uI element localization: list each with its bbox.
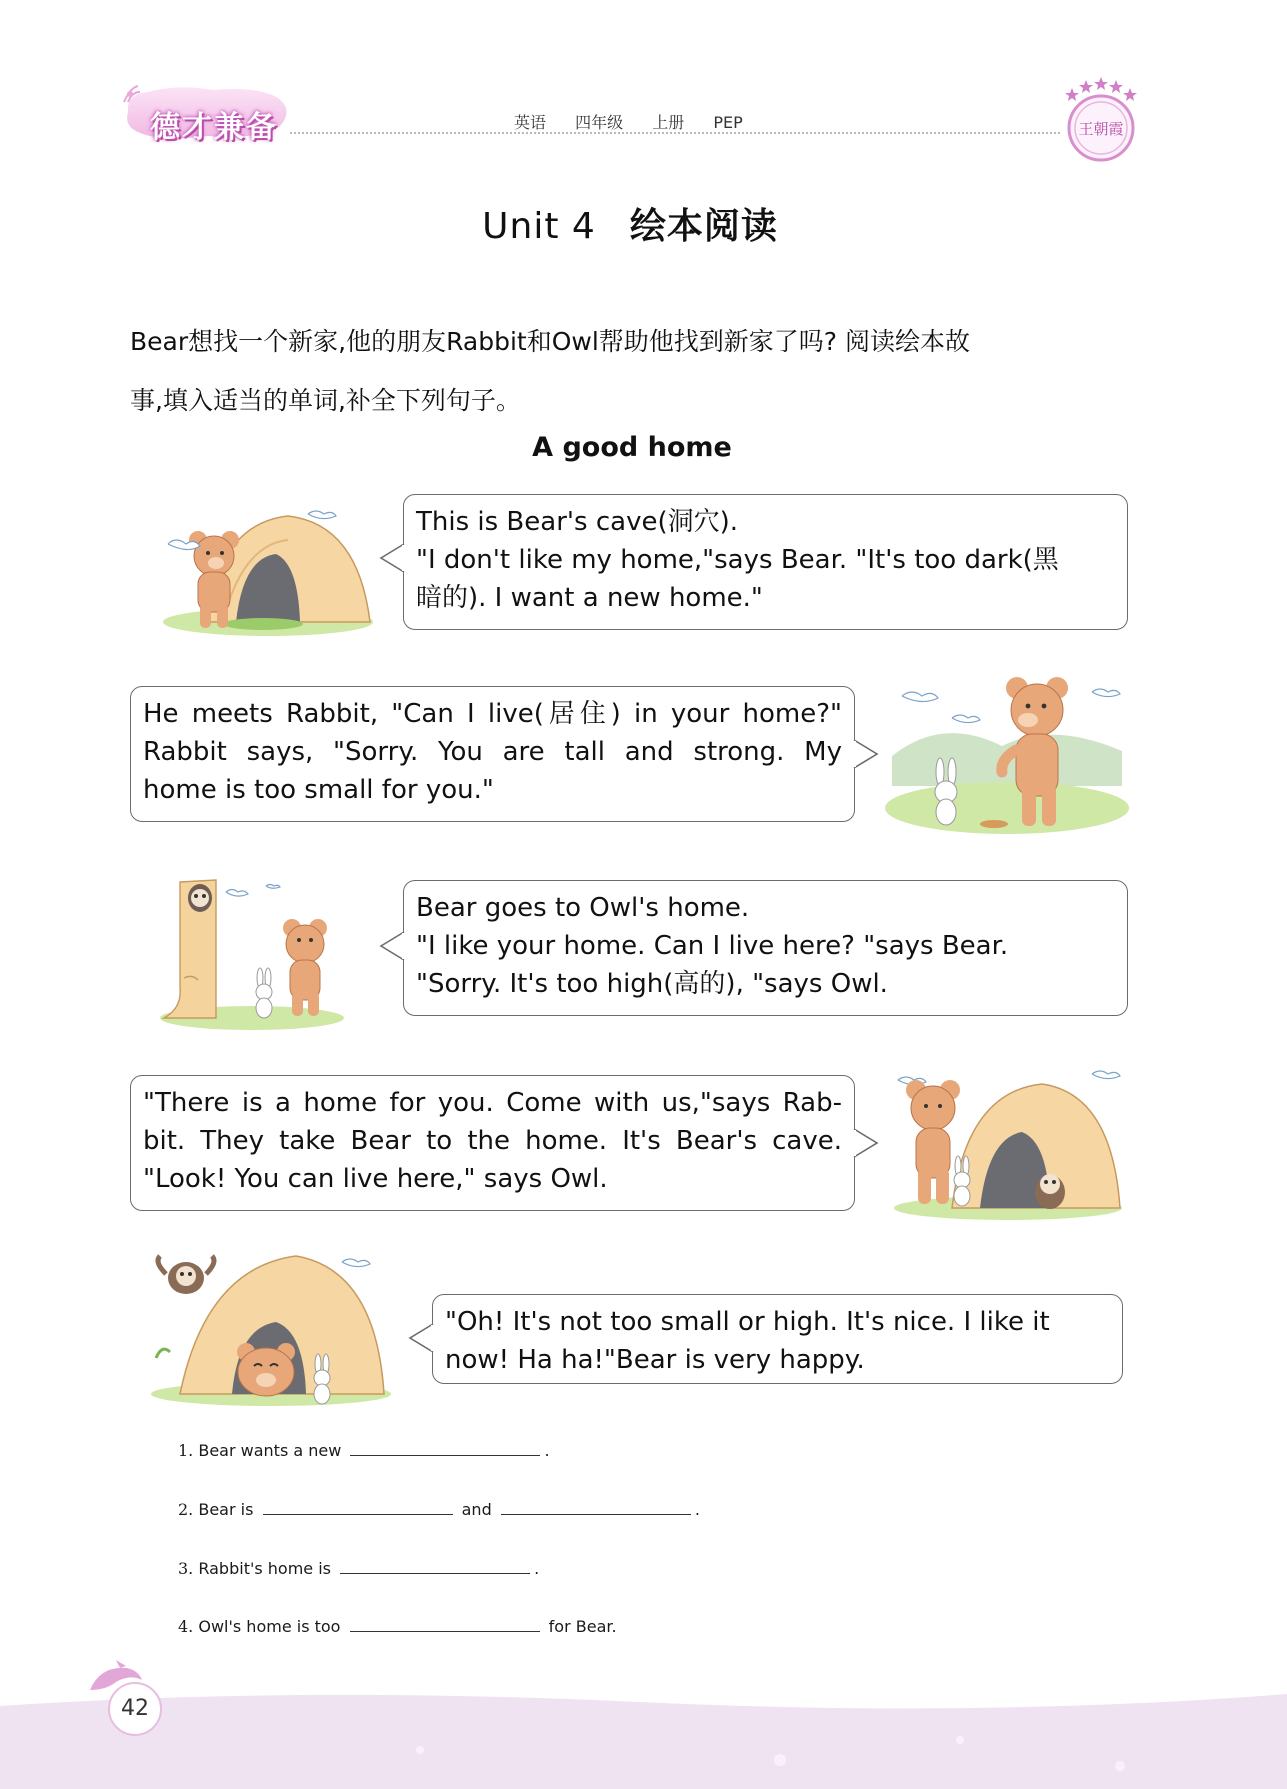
question-text: Bear is — [198, 1500, 254, 1519]
bubble-line: He meets Rabbit, "Can I live(居住) in your home?" — [143, 699, 842, 729]
grade: 四年级 — [575, 113, 624, 132]
bubble-tail — [854, 1128, 878, 1158]
answer-blank[interactable] — [350, 1606, 540, 1632]
question-text: Bear wants a new — [198, 1441, 342, 1460]
story-bubble-3 — [403, 880, 1128, 1016]
subject: 英语 — [514, 113, 547, 132]
question-2 — [178, 1489, 700, 1519]
bubble-tail — [854, 739, 878, 769]
question-text: Rabbit's home is — [198, 1559, 332, 1578]
illustration-friends-cave — [892, 1068, 1124, 1220]
seal-logo — [1058, 76, 1144, 166]
story-bubble-4 — [130, 1075, 855, 1211]
edition: PEP — [713, 113, 743, 132]
answer-blank[interactable] — [350, 1430, 540, 1456]
question-number: 1. — [178, 1441, 194, 1460]
instructions-line-2: 事,填入适当的单词,补全下列句子。 — [130, 386, 521, 415]
illustration-bear-cave — [158, 504, 373, 636]
story-bubble-5 — [432, 1294, 1123, 1384]
question-1 — [178, 1430, 550, 1460]
answer-blank[interactable] — [340, 1548, 530, 1574]
instructions — [130, 312, 1140, 430]
bubble-line: Rabbit says, "Sorry. You are tall and strong. My — [143, 737, 842, 767]
bubble-line: now! Ha ha!"Bear is very happy. — [445, 1345, 865, 1375]
bubble-tail — [380, 543, 404, 573]
story-bubble-1 — [403, 494, 1128, 630]
illustration-owl-tree — [156, 868, 348, 1030]
question-4 — [178, 1606, 617, 1636]
answer-blank[interactable] — [263, 1489, 453, 1515]
bubble-tail — [380, 931, 404, 961]
question-text: Owl's home is too — [198, 1617, 341, 1636]
bubble-line: home is too small for you." — [143, 775, 494, 805]
question-text-end: . — [544, 1441, 550, 1460]
question-text-end: . — [694, 1500, 700, 1519]
book-info — [514, 110, 757, 133]
story-bubble-2 — [130, 686, 855, 822]
bubble-line: bit. They take Bear to the home. It's Bear's cave. — [143, 1126, 842, 1156]
question-text-middle: and — [461, 1500, 492, 1519]
bubble-line: "Sorry. It's too high(高的), "says Owl. — [416, 969, 888, 999]
answer-blank[interactable] — [501, 1489, 691, 1515]
unit-label: Unit 4 — [482, 206, 596, 247]
question-number: 4. — [178, 1617, 194, 1636]
page-title — [0, 198, 1260, 249]
question-number: 2. — [178, 1500, 194, 1519]
page-number: 42 — [108, 1682, 162, 1736]
question-number: 3. — [178, 1559, 194, 1578]
bubble-line: This is Bear's cave(洞穴). — [416, 507, 739, 537]
story-title: A good home — [532, 432, 732, 463]
footer-band — [0, 1680, 1287, 1789]
section-label: 绘本阅读 — [629, 206, 778, 247]
bubble-line: "Oh! It's not too small or high. It's nice. I like it — [445, 1307, 1050, 1337]
question-text-end: . — [534, 1559, 540, 1578]
bubble-line: "I don't like my home,"says Bear. "It's too dark(黑 — [416, 545, 1059, 575]
bubble-line: "There is a home for you. Come with us,"says Rab- — [143, 1088, 842, 1118]
question-text-end: for Bear. — [548, 1617, 617, 1636]
instructions-line-1: Bear想找一个新家,他的朋友Rabbit和Owl帮助他找到新家了吗? 阅读绘本故 — [130, 327, 970, 356]
illustration-bear-rabbit — [882, 676, 1132, 836]
volume: 上册 — [652, 113, 685, 132]
svg-text:王朝霞: 王朝霞 — [1078, 120, 1124, 138]
question-3 — [178, 1548, 539, 1578]
bubble-tail — [409, 1323, 433, 1353]
bubble-line: "Look! You can live here," says Owl. — [143, 1164, 608, 1194]
illustration-happy-bear — [146, 1248, 396, 1408]
brand-title: 德才兼备 — [150, 110, 278, 145]
bubble-line: Bear goes to Owl's home. — [416, 893, 750, 923]
bubble-line: "I like your home. Can I live here? "says Bear. — [416, 931, 1009, 961]
bubble-line: 暗的). I want a new home." — [416, 583, 763, 613]
